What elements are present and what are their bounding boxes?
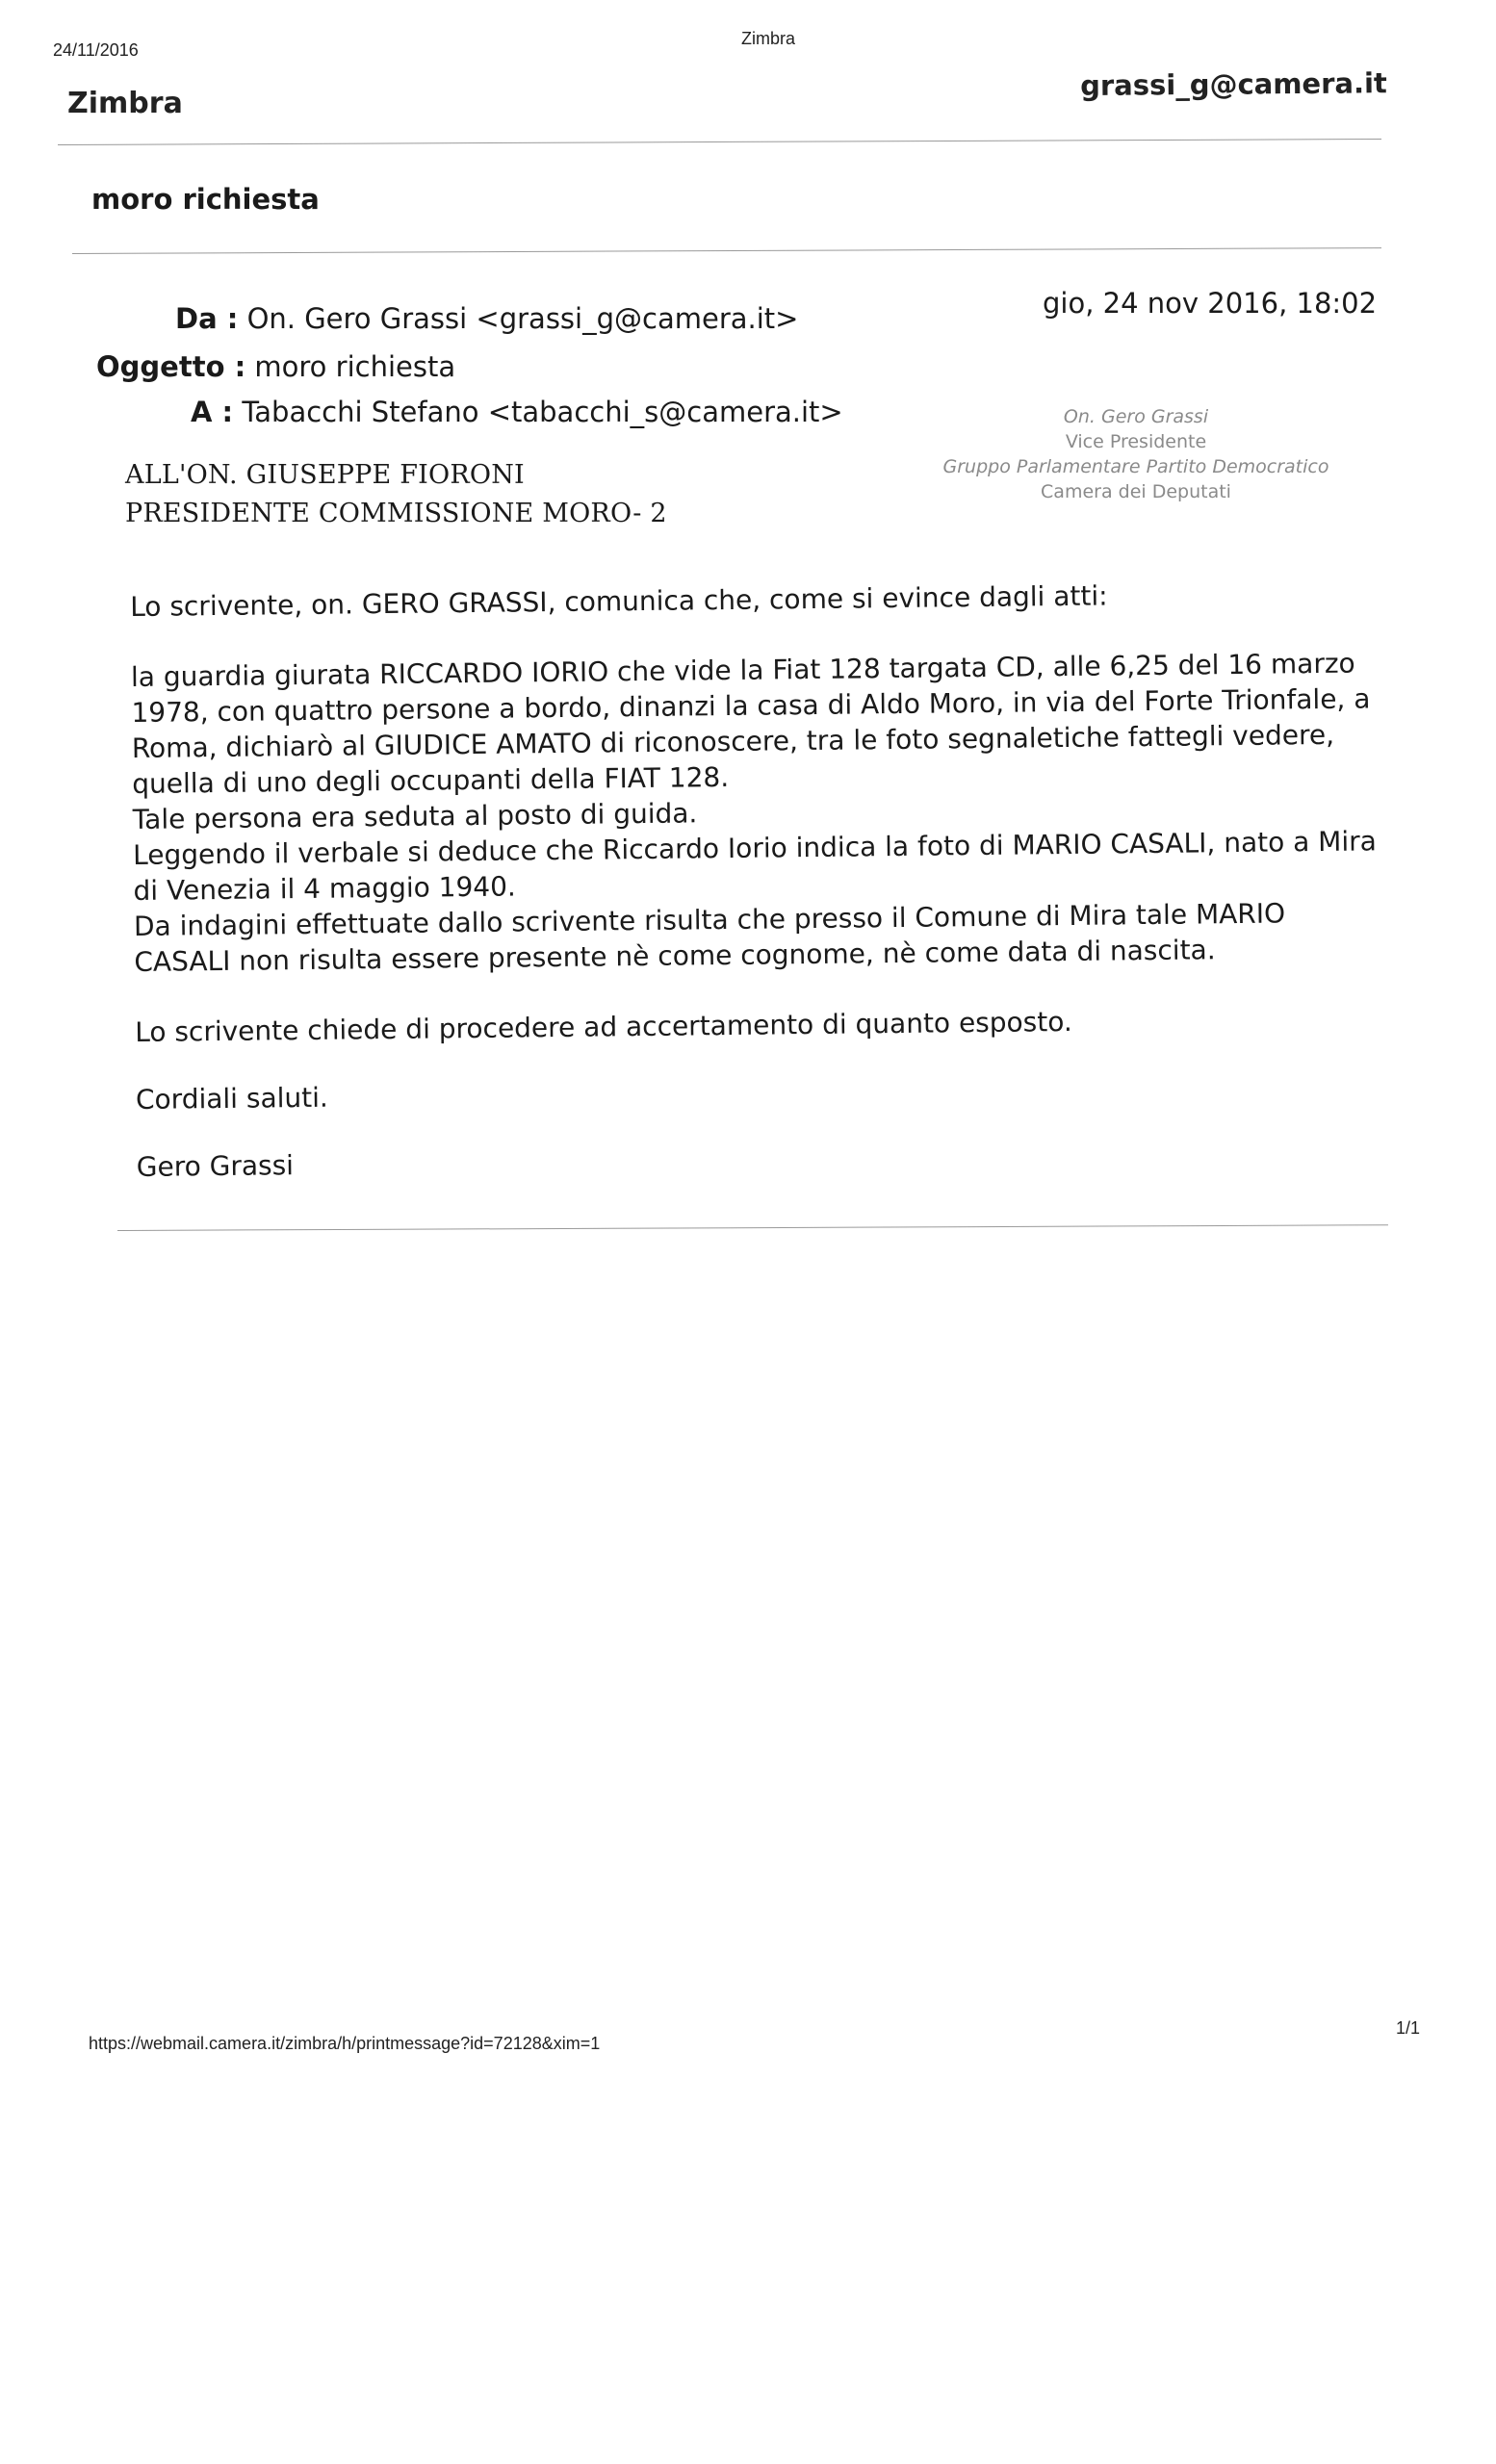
signature-group: Gruppo Parlamentare Partito Democratico [942, 456, 1329, 477]
body-line: Leggendo il verbale si deduce che Riccardo Iorio indica la foto di MARIO CASALI, nato a Mira [132, 825, 1377, 871]
subject-value: moro richiesta [254, 350, 456, 383]
message-subject-title: moro richiesta [91, 183, 320, 216]
body-line: di Venezia il 4 maggio 1940. [133, 870, 517, 907]
header-divider [58, 139, 1381, 145]
from-row [175, 302, 798, 335]
body-line: 1978, con quattro persone a bordo, dinanzi la casa di Aldo Moro, in via del Forte Trionfale, a [131, 682, 1371, 729]
signature-chamber: Camera dei Deputati [1041, 481, 1231, 502]
body-line: Tale persona era seduta al posto di guida. [132, 797, 698, 835]
print-date: 24/11/2016 [53, 40, 139, 60]
from-label: Da : [175, 302, 239, 335]
addressee-line-2: PRESIDENTE COMMISSIONE MORO- 2 [125, 499, 667, 528]
addressee-line-1: ALL'ON. GIUSEPPE FIORONI [125, 460, 525, 490]
signature-role: Vice Presidente [1065, 431, 1207, 452]
signature-block [866, 404, 1406, 504]
body-sign-name: Gero Grassi [136, 1149, 295, 1183]
message-body [130, 575, 1388, 1185]
to-value: Tabacchi Stefano <tabacchi_s@camera.it> [242, 396, 843, 428]
body-line: Da indagini effettuate dallo scrivente risulta che presso il Comune di Mira tale MARIO [133, 897, 1286, 942]
to-row [191, 396, 843, 428]
subject-row [96, 350, 455, 383]
body-line: la guardia giurata RICCARDO IORIO che vide la Fiat 128 targata CD, alle 6,25 del 16 marzo [130, 647, 1355, 693]
print-page-title: Zimbra [741, 29, 796, 48]
body-closing: Cordiali saluti. [135, 1081, 329, 1116]
body-line: CASALI non risulta essere presente nè come cognome, nè come data di nascita. [134, 934, 1216, 978]
print-url: https://webmail.camera.it/zimbra/h/printmessage?id=72128&xim=1 [89, 2034, 601, 2053]
subject-divider [72, 247, 1381, 254]
body-line: quella di uno degli occupanti della FIAT 128. [132, 760, 730, 800]
print-page-number: 1/1 [1396, 2018, 1421, 2038]
subject-label: Oggetto : [96, 350, 246, 383]
body-intro: Lo scrivente, on. GERO GRASSI, comunica che, come si evince dagli atti: [130, 579, 1108, 623]
body-line: Roma, dichiarò al GIUDICE AMATO di riconoscere, tra le foto segnaletiche fattegli vedere, [131, 718, 1335, 764]
from-value: On. Gero Grassi <grassi_g@camera.it> [246, 302, 799, 335]
signature-name: On. Gero Grassi [1063, 406, 1209, 427]
zimbra-logo-text: Zimbra [67, 87, 183, 120]
body-request: Lo scrivente chiede di procedere ad accertamento di quanto esposto. [135, 1005, 1072, 1048]
message-date: gio, 24 nov 2016, 18:02 [1043, 287, 1378, 320]
to-label: A : [191, 396, 234, 428]
account-email: grassi_g@camera.it [1080, 66, 1387, 102]
message-end-divider [117, 1224, 1388, 1231]
